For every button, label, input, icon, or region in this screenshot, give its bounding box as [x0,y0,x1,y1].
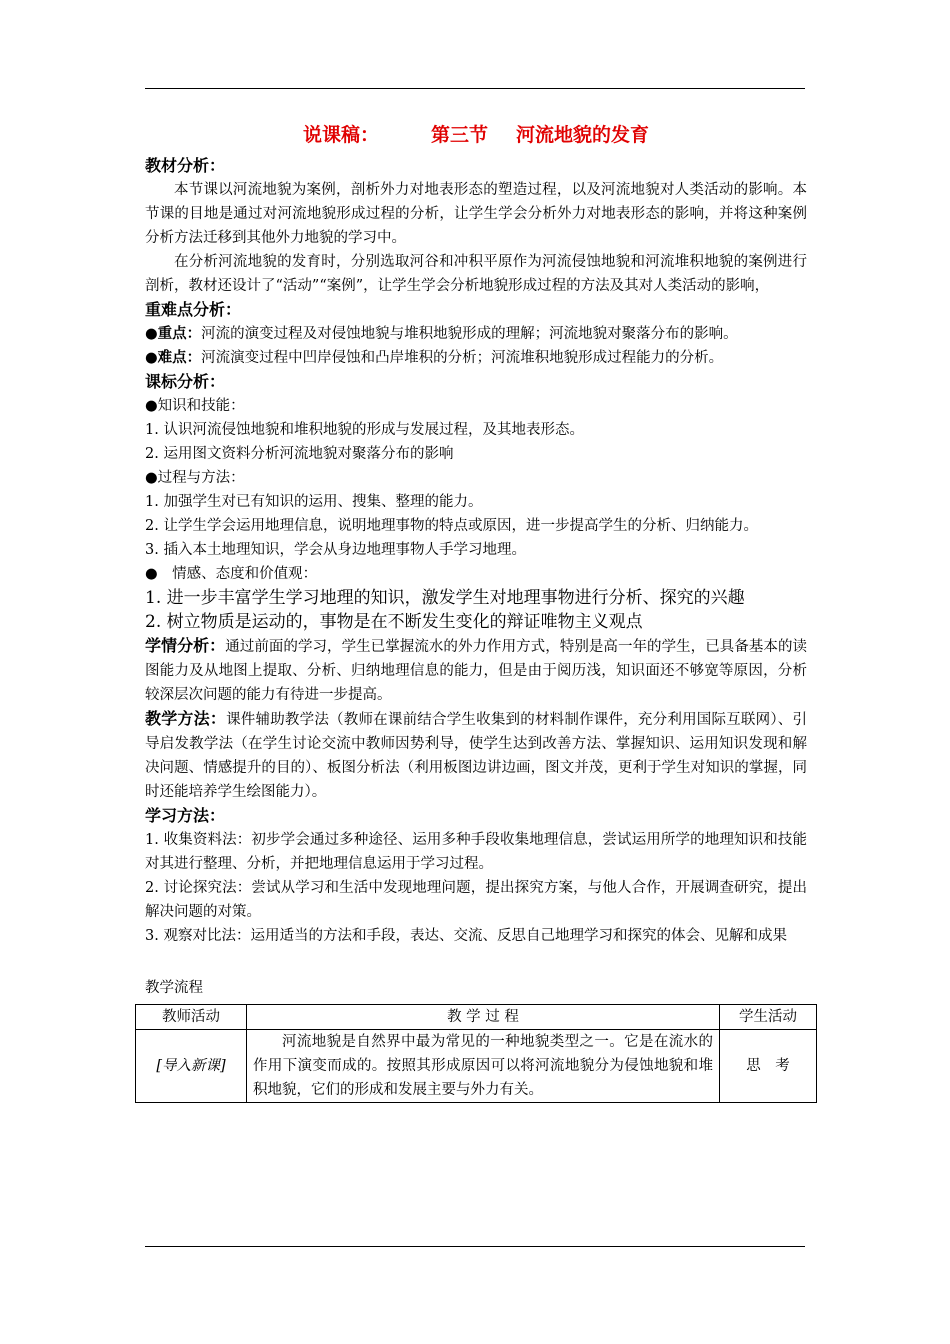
list-item: 2. 运用图文资料分析河流地貌对聚落分布的影响 [145,446,454,462]
list-item: 1. 加强学生对已有知识的运用、搜集、整理的能力。 [145,494,483,510]
difficult-point-label: ●难点： [145,350,202,366]
section-heading-kebiao: 课标分析： [145,372,226,391]
list-item: 3. 观察对比法：运用适当的方法和手段，表达、交流、反思自己地理学习和探究的体会、见解和成果 [145,928,787,944]
table-header-cell: 教师活动 [136,1005,247,1030]
list-item: 2. 讨论探究法：尝试从学习和生活中发现地理问题，提出探究方案，与他人合作，开展调查研究，提出解决问题的对策。 [145,880,807,920]
section-xueqing [145,634,807,707]
header-rule [145,88,805,89]
table-row [136,1030,817,1103]
paragraph: 在分析河流地貌的发育时，分别选取河谷和冲积平原作为河流侵蚀地貌和河流堆积地貌的案例进行剖析，教材还设计了“活动”“案例”，让学生学会分析地貌形成过程的方法及其对人类活动的影响， [145,254,807,294]
key-point-text: 河流的演变过程及对侵蚀地貌与堆积地貌形成的理解；河流地貌对聚落分布的影响。 [201,326,738,342]
section-heading-jiaoxue: 教学方法： [145,709,227,728]
sub-heading: ● 情感、态度和价值观： [145,566,318,582]
section-jiaoxue [145,707,807,804]
process-cell: 河流地貌是自然界中最为常见的一种地貌类型之一。它是在流水的作用下演变而成的。按照其形成原因可以将河流地貌分为侵蚀地貌和堆积地貌，它们的形成和发展主要与外力有关。 [247,1030,720,1103]
teaching-flow-table [135,1004,817,1103]
list-item: 3. 插入本土地理知识，学会从身边地理事物人手学习地理。 [145,542,526,558]
table-header-cell: 教 学 过 程 [247,1005,720,1030]
sub-heading: ●知识和技能： [145,398,245,414]
teacher-activity-cell: [导入新课] [136,1030,247,1103]
table-header-row [136,1005,817,1030]
page-title [145,118,807,152]
table-header-cell: 学生活动 [720,1005,817,1030]
paragraph: 本节课以河流地貌为案例，剖析外力对地表形态的塑造过程，以及河流地貌对人类活动的影响。本节课的目地是通过对河流地貌形成过程的分析，让学生学会分析外力对地表形态的影响，并将这种案例分析方法迁移到其他外力地貌的学习中。 [145,182,807,246]
title-part3: 河流地貌的发育 [516,124,650,146]
key-point [145,322,807,346]
difficult-point-text: 河流演变过程中凹岸侵蚀和凸岸堆积的分析；河流堆积地貌形成过程能力的分析。 [201,350,724,366]
list-item: 2. 让学生学会运用地理信息，说明地理事物的特点或原因，进一步提高学生的分析、归纳能力。 [145,518,758,534]
list-item: 1. 进一步丰富学生学习地理的知识，激发学生对地理事物进行分析、探究的兴趣 [145,588,745,608]
section-heading-xueqing: 学情分析： [145,636,226,655]
footer-rule [145,1246,805,1247]
list-item: 2. 树立物质是运动的，事物是在不断发生变化的辩证唯物主义观点 [145,612,643,632]
title-part2: 第三节 [430,124,488,146]
list-item: 1. 收集资料法：初步学会通过多种途径、运用多种手段收集地理信息，尝试运用所学的地理知识和技能对其进行整理、分析，并把地理信息运用于学习过程。 [145,832,807,872]
section-heading-zhongnan: 重难点分析： [145,300,242,319]
paragraph: 课件辅助教学法（教师在课前结合学生收集到的材料制作课件，充分利用国际互联网）、引导启发教学法（在学生讨论交流中教师因势利导，使学生达到改善方法、掌握知识、运用知识发现和解决问题、情感提升的目的）、板图分析法（利用板图边讲边画，图文并茂，更利于学生对知识的掌握，同时还能培养学生绘图能力）。 [145,712,807,800]
section-heading-jiaocai: 教材分析： [145,156,226,175]
list-item: 1. 认识河流侵蚀地貌和堆积地貌的形成与发展过程，及其地表形态。 [145,422,584,438]
student-activity-cell: 思 考 [720,1030,817,1103]
key-point-label: ●重点： [145,326,202,342]
document-body [145,118,807,1103]
paragraph: 通过前面的学习，学生已掌握流水的外力作用方式，特别是高一年的学生，已具备基本的读图能力及从地图上提取、分析、归纳地理信息的能力，但是由于阅历浅，知识面还不够宽等原因，分析较深层次问题的能力有待进一步提高。 [145,639,807,703]
flow-label: 教学流程 [145,980,203,996]
section-heading-xuexi: 学习方法： [145,806,226,825]
difficult-point [145,346,807,370]
title-part1: 说课稿： [302,124,379,146]
sub-heading: ●过程与方法： [145,470,245,486]
